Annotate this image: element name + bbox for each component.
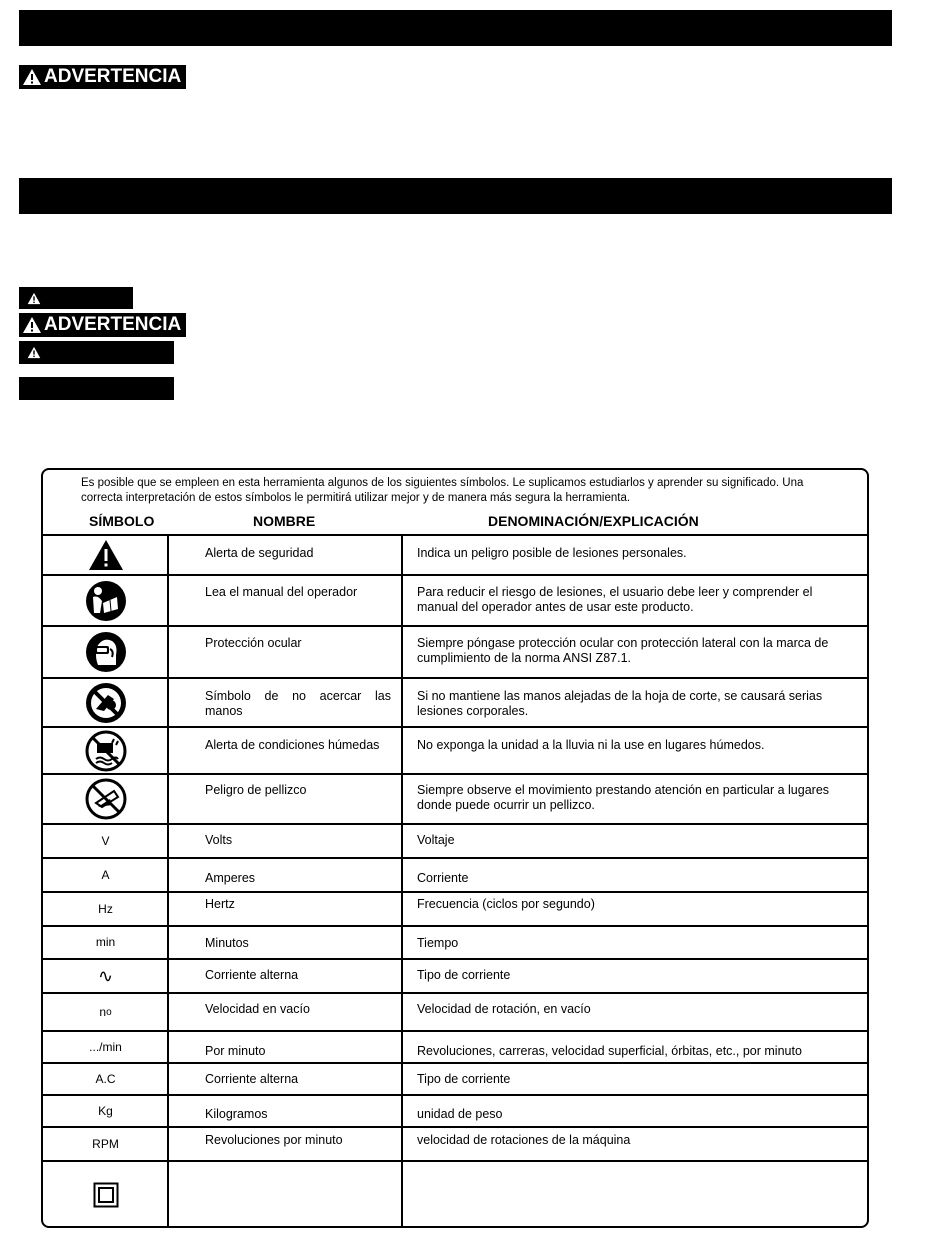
row-description: Indica un peligro posible de lesiones personales. <box>417 546 687 560</box>
signal-badge-caution <box>19 341 174 364</box>
class-ii-double-square-icon <box>43 1162 168 1228</box>
table-row <box>43 1096 867 1126</box>
warning-label: ADVERTENCIA <box>44 66 182 87</box>
symbol-label: Hz <box>98 901 113 916</box>
pinch-hazard-icon <box>43 775 168 823</box>
table-row <box>43 728 867 773</box>
warning-triangle-icon <box>27 346 41 359</box>
signal-badge-warning <box>19 313 186 337</box>
row-description: Siempre póngase protección ocular con protección lateral con la marca de cumplimiento de la norma ANSI Z87.1. <box>417 636 829 665</box>
signal-badge-danger <box>19 287 133 309</box>
symbol-label: A.C <box>95 1071 116 1086</box>
section-header-bar-1 <box>19 10 892 46</box>
symbol-text <box>43 960 168 992</box>
safety-alert-icon <box>43 536 168 574</box>
symbol-label: RPM <box>92 1136 119 1151</box>
column-header-name: NOMBRE <box>253 513 316 529</box>
row-name: Kilogramos <box>205 1107 268 1121</box>
read-manual-icon <box>43 576 168 625</box>
table-row <box>43 536 867 574</box>
row-name: Amperes <box>205 871 256 885</box>
section-header-bar-2 <box>19 178 892 214</box>
table-row <box>43 927 867 958</box>
column-header-description: DENOMINACIÓN/EXPLICACIÓN <box>488 513 699 529</box>
signal-badge-notice <box>19 377 174 400</box>
warning-triangle-icon <box>27 292 41 305</box>
warning-triangle-icon <box>22 316 42 334</box>
table-row <box>43 627 867 677</box>
table-intro: Es posible que se empleen en esta herramienta algunos de los siguientes símbolos. Le suplicamos estudiarlos y aprender su significado. Una correcta interpretación de estos símbolos le permitirá utilizar mejor y de manera más segura la herramienta. <box>81 477 804 504</box>
table-row <box>43 576 867 625</box>
warning-label: ADVERTENCIA <box>44 314 182 335</box>
row-name: Alerta de condiciones húmedas <box>205 738 380 752</box>
row-name: Revoluciones por minuto <box>205 1133 343 1147</box>
symbol-subscript: o <box>106 1006 112 1018</box>
symbol-label: ∿ <box>97 965 114 986</box>
table-row <box>43 1128 867 1160</box>
symbol-text <box>43 1032 168 1062</box>
row-name: Peligro de pellizco <box>205 783 307 797</box>
symbol-label: min <box>95 935 116 949</box>
table-row <box>43 825 867 857</box>
row-description: Velocidad de rotación, en vacío <box>417 1002 591 1016</box>
row-description: Tipo de corriente <box>417 968 511 982</box>
symbol-label: Kg <box>98 1103 113 1118</box>
table-row <box>43 679 867 726</box>
table-row <box>43 994 867 1030</box>
symbol-text <box>43 927 168 958</box>
row-name: Minutos <box>205 936 249 950</box>
row-name: Corriente alterna <box>205 1072 299 1086</box>
symbol-text <box>43 994 168 1030</box>
row-description: Tiempo <box>417 936 459 950</box>
symbol-label: .../min <box>89 1039 122 1054</box>
warning-triangle-icon <box>22 68 42 86</box>
table-row <box>43 893 867 925</box>
symbol-text <box>43 825 168 857</box>
row-name: Protección ocular <box>205 636 302 650</box>
symbol-label: n <box>99 1004 107 1019</box>
symbol-text <box>43 1128 168 1160</box>
table-row <box>43 859 867 891</box>
symbol-text <box>43 893 168 925</box>
symbol-text <box>43 1064 168 1094</box>
row-name: Alerta de seguridad <box>205 546 314 560</box>
row-description: velocidad de rotaciones de la máquina <box>417 1133 631 1147</box>
row-name: Hertz <box>205 897 235 911</box>
row-name: Símbolo de no acercar las manos <box>205 689 391 718</box>
table-row <box>43 775 867 823</box>
table-row <box>43 1162 867 1228</box>
row-name: Corriente alterna <box>205 968 299 982</box>
warning-badge-top <box>19 65 186 89</box>
row-description: Voltaje <box>417 833 455 847</box>
row-name: Velocidad en vacío <box>205 1002 310 1016</box>
row-description: No exponga la unidad a la lluvia ni la use en lugares húmedos. <box>417 738 765 752</box>
symbol-table <box>41 468 869 1228</box>
symbol-label: A <box>101 867 110 882</box>
row-description: Siempre observe el movimiento prestando atención en particular a lugares donde puede ocurrir un pellizco. <box>417 783 830 812</box>
row-description: Para reducir el riesgo de lesiones, el usuario debe leer y comprender el manual del operador antes de usar este producto. <box>417 585 813 614</box>
keep-hands-away-icon <box>43 679 168 726</box>
table-row <box>43 1064 867 1094</box>
row-description: unidad de peso <box>417 1107 503 1121</box>
row-name: Volts <box>205 833 233 847</box>
row-name: Lea el manual del operador <box>205 585 358 599</box>
row-description: Frecuencia (ciclos por segundo) <box>417 897 595 911</box>
row-description: Corriente <box>417 871 469 885</box>
symbol-text <box>43 1096 168 1126</box>
table-row <box>43 960 867 992</box>
wet-conditions-icon <box>43 728 168 773</box>
column-header-symbol: SÍMBOLO <box>89 513 155 529</box>
symbol-text <box>43 859 168 891</box>
eye-protection-icon <box>43 627 168 677</box>
row-name: Por minuto <box>205 1044 266 1058</box>
symbol-label: V <box>101 833 110 848</box>
row-description: Revoluciones, carreras, velocidad superficial, órbitas, etc., por minuto <box>417 1044 802 1058</box>
table-row <box>43 1032 867 1062</box>
row-description: Tipo de corriente <box>417 1072 511 1086</box>
row-description: Si no mantiene las manos alejadas de la hoja de corte, se causará serias lesiones corporales. <box>417 689 823 718</box>
